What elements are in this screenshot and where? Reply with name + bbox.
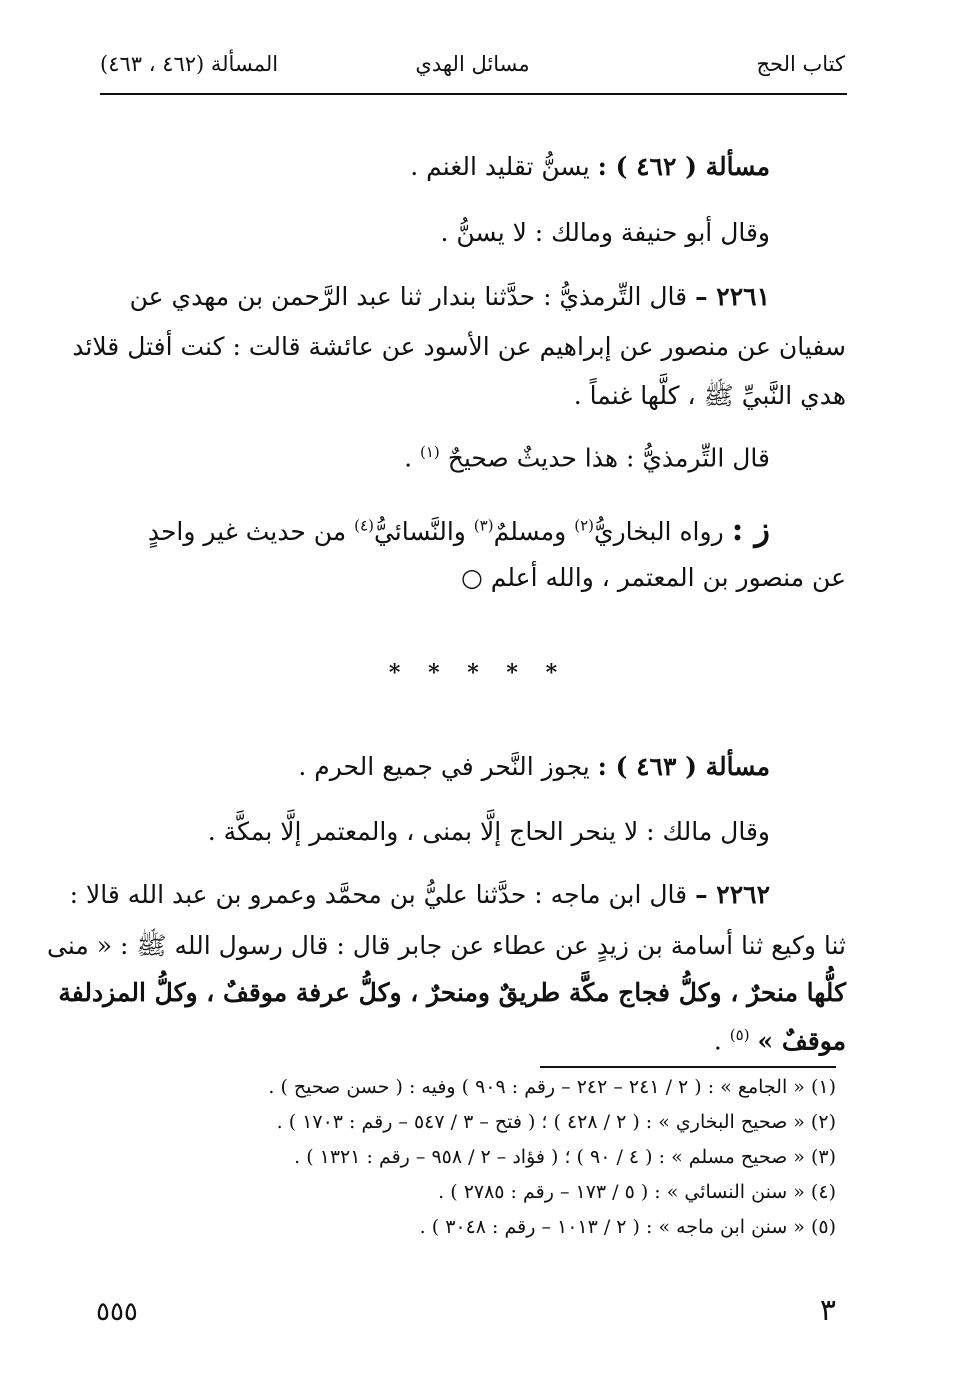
page-number: ٥٥٥ (96, 1297, 138, 1327)
takhrij-nasai: والنَّسائيُّ (373, 517, 466, 546)
footnote-2: (٢) « صحيح البخاري » : ( ٢ / ٤٢٨ ) ؛ ( فتح – ٣ / ٥٤٧ – رقم : ١٧٠٣ ) . (276, 1111, 836, 1133)
hadith-2262-line2: ثنا وكيع ثنا أسامة بن زيدٍ عن عطاء عن جابر قال : قال رسول الله ﷺ : « منى (47, 931, 846, 960)
hadith-2262-text1: قال ابن ماجه : حدَّثنا عليُّ بن محمَّد وعمرو بن عبد الله قالا : (69, 880, 688, 909)
page-footer (96, 1293, 836, 1333)
takhrij-line1 (148, 510, 770, 548)
footnote-1: (١) « الجامع » : ( ٢ / ٢٤١ – ٢٤٢ – رقم : ٩٠٩ ) وفيه : ( حسن صحيح ) . (268, 1076, 836, 1098)
masala-463-line (298, 752, 770, 781)
takhrij-muslim: ومسلمٌ (493, 517, 567, 546)
hadith-2262-line1 (70, 880, 770, 909)
header-rule (100, 93, 847, 95)
footnote-ref-1: (١) (420, 443, 440, 461)
hadith-2262-number: ٢٢٦٢ – (695, 880, 770, 909)
hadith-2261-line1 (130, 282, 770, 311)
hadith-2262-text4: موقفٌ » (757, 1026, 846, 1056)
footnote-5: (٥) « سنن ابن ماجه » : ( ٢ / ١٠١٣ – رقم : ٣٠٤٨ ) . (419, 1216, 836, 1238)
running-header (100, 46, 845, 86)
hadith-2261-line3: هدي النَّبيِّ ﷺ ، كلَّها غنماً . (573, 381, 846, 410)
volume-number: ٣ (819, 1293, 836, 1328)
masala-463-heading: مسألة ( ٤٦٣ ) : (597, 752, 770, 781)
hadith-2261-number: ٢٢٦١ – (695, 282, 770, 311)
section-separator: * * * * * (388, 660, 568, 686)
masala-463-opposing: وقال مالك : لا ينحر الحاج إلَّا بمنى ، والمعتمر إلَّا بمكَّة . (207, 817, 770, 846)
grading-text: قال التِّرمذيُّ : هذا حديثٌ صحيحٌ (447, 443, 770, 473)
hadith-2262-line4 (714, 1026, 846, 1055)
footnote-ref-5: (٥) (729, 1026, 750, 1044)
footnote-4: (٤) « سنن النسائي » : ( ٥ / ١٧٣ – رقم : ٢٧٨٥ ) . (438, 1181, 836, 1203)
book-title: كتاب الحج (756, 52, 845, 76)
footnote-ref-4: (٤) (354, 516, 374, 535)
chapter-title: مسائل الهدي (415, 52, 530, 76)
masala-463-statement: يجوز النَّحر في جميع الحرم . (298, 752, 590, 781)
masala-462-heading: مسألة ( ٤٦٢ ) : (597, 152, 770, 181)
takhrij-rest: من حديث غير واحدٍ (147, 517, 347, 546)
footnote-rule (540, 1066, 836, 1068)
footnote-ref-3: (٣) (473, 516, 494, 535)
footnote-ref-2: (٢) (574, 516, 594, 535)
grading-period: . (404, 443, 413, 473)
masala-462-statement: يسنُّ تقليد الغنم . (410, 152, 590, 181)
takhrij-line2: عن منصور بن المعتمر ، والله أعلم ○ (460, 563, 846, 592)
footnote-3: (٣) « صحيح مسلم » : ( ٤ / ٩٠ ) ؛ ( فؤاد – ٢ / ٩٥٨ – رقم : ١٣٢١ ) . (294, 1146, 836, 1168)
hadith-2262-line3: كلُّها منحرٌ ، وكلُّ فجاج مكَّة طريقٌ ومنحرٌ ، وكلُّ عرفة موقفٌ ، وكلُّ المزدلفة (58, 978, 846, 1007)
tirmidhi-grading (404, 443, 770, 472)
hadith-2261-line2: سفيان عن منصور عن إبراهيم عن الأسود عن عائشة قالت : كنت أفتل قلائد (72, 332, 846, 361)
masala-462-line (410, 152, 770, 181)
takhrij-bukhari: رواه البخاريُّ (594, 517, 724, 546)
hadith-2261-text1: قال التِّرمذيُّ : حدَّثنا بندار ثنا عبد الرَّحمن بن مهدي عن (129, 282, 688, 311)
masala-range: المسألة (٤٦٢ ، ٤٦٣) (100, 52, 279, 76)
masala-462-opposing: وقال أبو حنيفة ومالك : لا يسنُّ . (440, 218, 770, 247)
rawi-mark: ز : (731, 510, 770, 548)
hadith-2262-period: . (713, 1026, 722, 1056)
